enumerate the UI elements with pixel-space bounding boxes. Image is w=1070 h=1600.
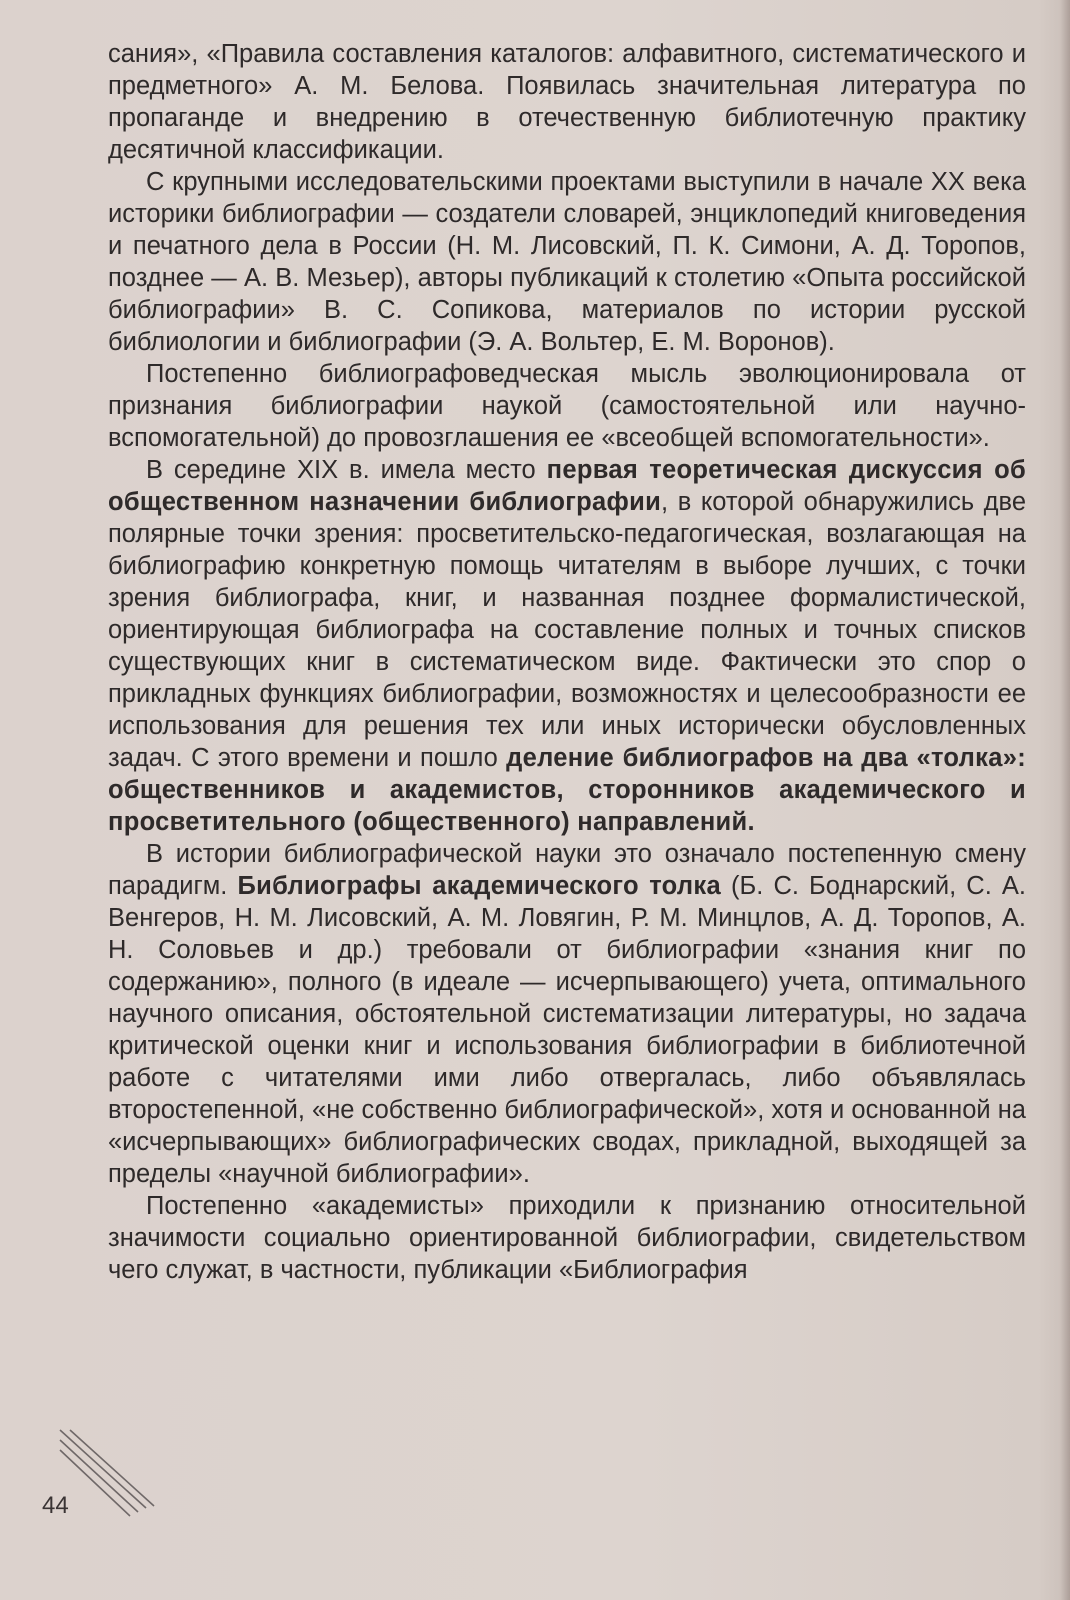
bold-text-segment: первая теоретическая дискуссия об общественном назначении библиографии <box>108 456 1026 516</box>
page-number: 44 <box>42 1492 69 1519</box>
bold-text-segment: Библиографы академического толка <box>237 872 721 900</box>
body-text <box>108 38 1026 1286</box>
text-segment: (Б. С. Боднарский, С. А. Венгеров, Н. М. Лисовский, А. М. Ловягин, Р. М. Минцлов, А. Д. Торопов, А. Н. Соловьев и др.) требовали от библиографии «знания книг по содержанию», полного (в идеале — исчерпывающего) учета, оптимального научного описания, обстоятельной систематизации литературы, но задача критической оценки книг и использования библиографии в библиотечной работе с читателями ими либо отвергалась, либо объявлялась второстепенной, «не собственно библиографической», хотя и основанной на «исчерпывающих» библиографических сводах, прикладной, выходящей за пределы «научной библиографии». <box>108 872 1026 1188</box>
text-segment: сания», «Правила составления каталогов: алфавитного, систематического и предметного» А. М. Белова. Появилась значительная литература по пропаганде и внедрению в отечественную библиотечную практику десятичной классификации. <box>108 40 1026 164</box>
paragraph <box>108 358 1026 454</box>
text-segment: , в которой обнаружились две полярные точки зрения: просветительско-педагогическая, возлагающая на библиографию конкретную помощь читателям в выборе лучших, с точки зрения библиографа, книг, и названная позднее формалистической, ориентирующая библиографа на составление полных и точных списков существующих книг в систематическом виде. Фактически это спор о прикладных функциях библиографии, возможностях и целесообразности ее использования для решения тех или иных исторически обусловленных задач. С этого времени и пошло <box>108 488 1026 772</box>
text-segment: В середине XIX в. имела место <box>146 456 547 484</box>
paragraph <box>108 166 1026 358</box>
bold-text-segment: деление библиографов на два «толка»: общественников и академистов, сторонников академического и просветительного (общественного) направлений. <box>108 744 1026 836</box>
text-segment: С крупными исследовательскими проектами выступили в начале XX века историки библиографии — создатели словарей, энциклопедий книговедения и печатного дела в России (Н. М. Лисовский, П. К. Симони, А. Д. Торопов, позднее — А. В. Мезьер), авторы публикаций к столетию «Опыта российской библиографии» В. С. Сопикова, материалов по истории русской библиологии и библиографии (Э. А. Вольтер, Е. М. Воронов). <box>108 168 1026 356</box>
text-segment: Постепенно библиографоведческая мысль эволюционировала от признания библиографии наукой (самостоятельной или научно-вспомогательной) до провозглашения ее «всеобщей вспомогательности». <box>108 360 1026 452</box>
paragraph <box>108 454 1026 838</box>
diagonal-lines-ornament-icon <box>58 1428 158 1518</box>
paragraph <box>108 1190 1026 1286</box>
text-segment: В истории библиографической науки это означало постепенную смену парадигм. <box>108 840 1026 900</box>
paragraph <box>108 38 1026 166</box>
paragraph <box>108 838 1026 1190</box>
text-segment: Постепенно «академисты» приходили к признанию относительной значимости социально ориентированной библиографии, свидетельством чего служат, в частности, публикации «Библиография <box>108 1192 1026 1284</box>
page-edge-shadow <box>1060 0 1070 1600</box>
